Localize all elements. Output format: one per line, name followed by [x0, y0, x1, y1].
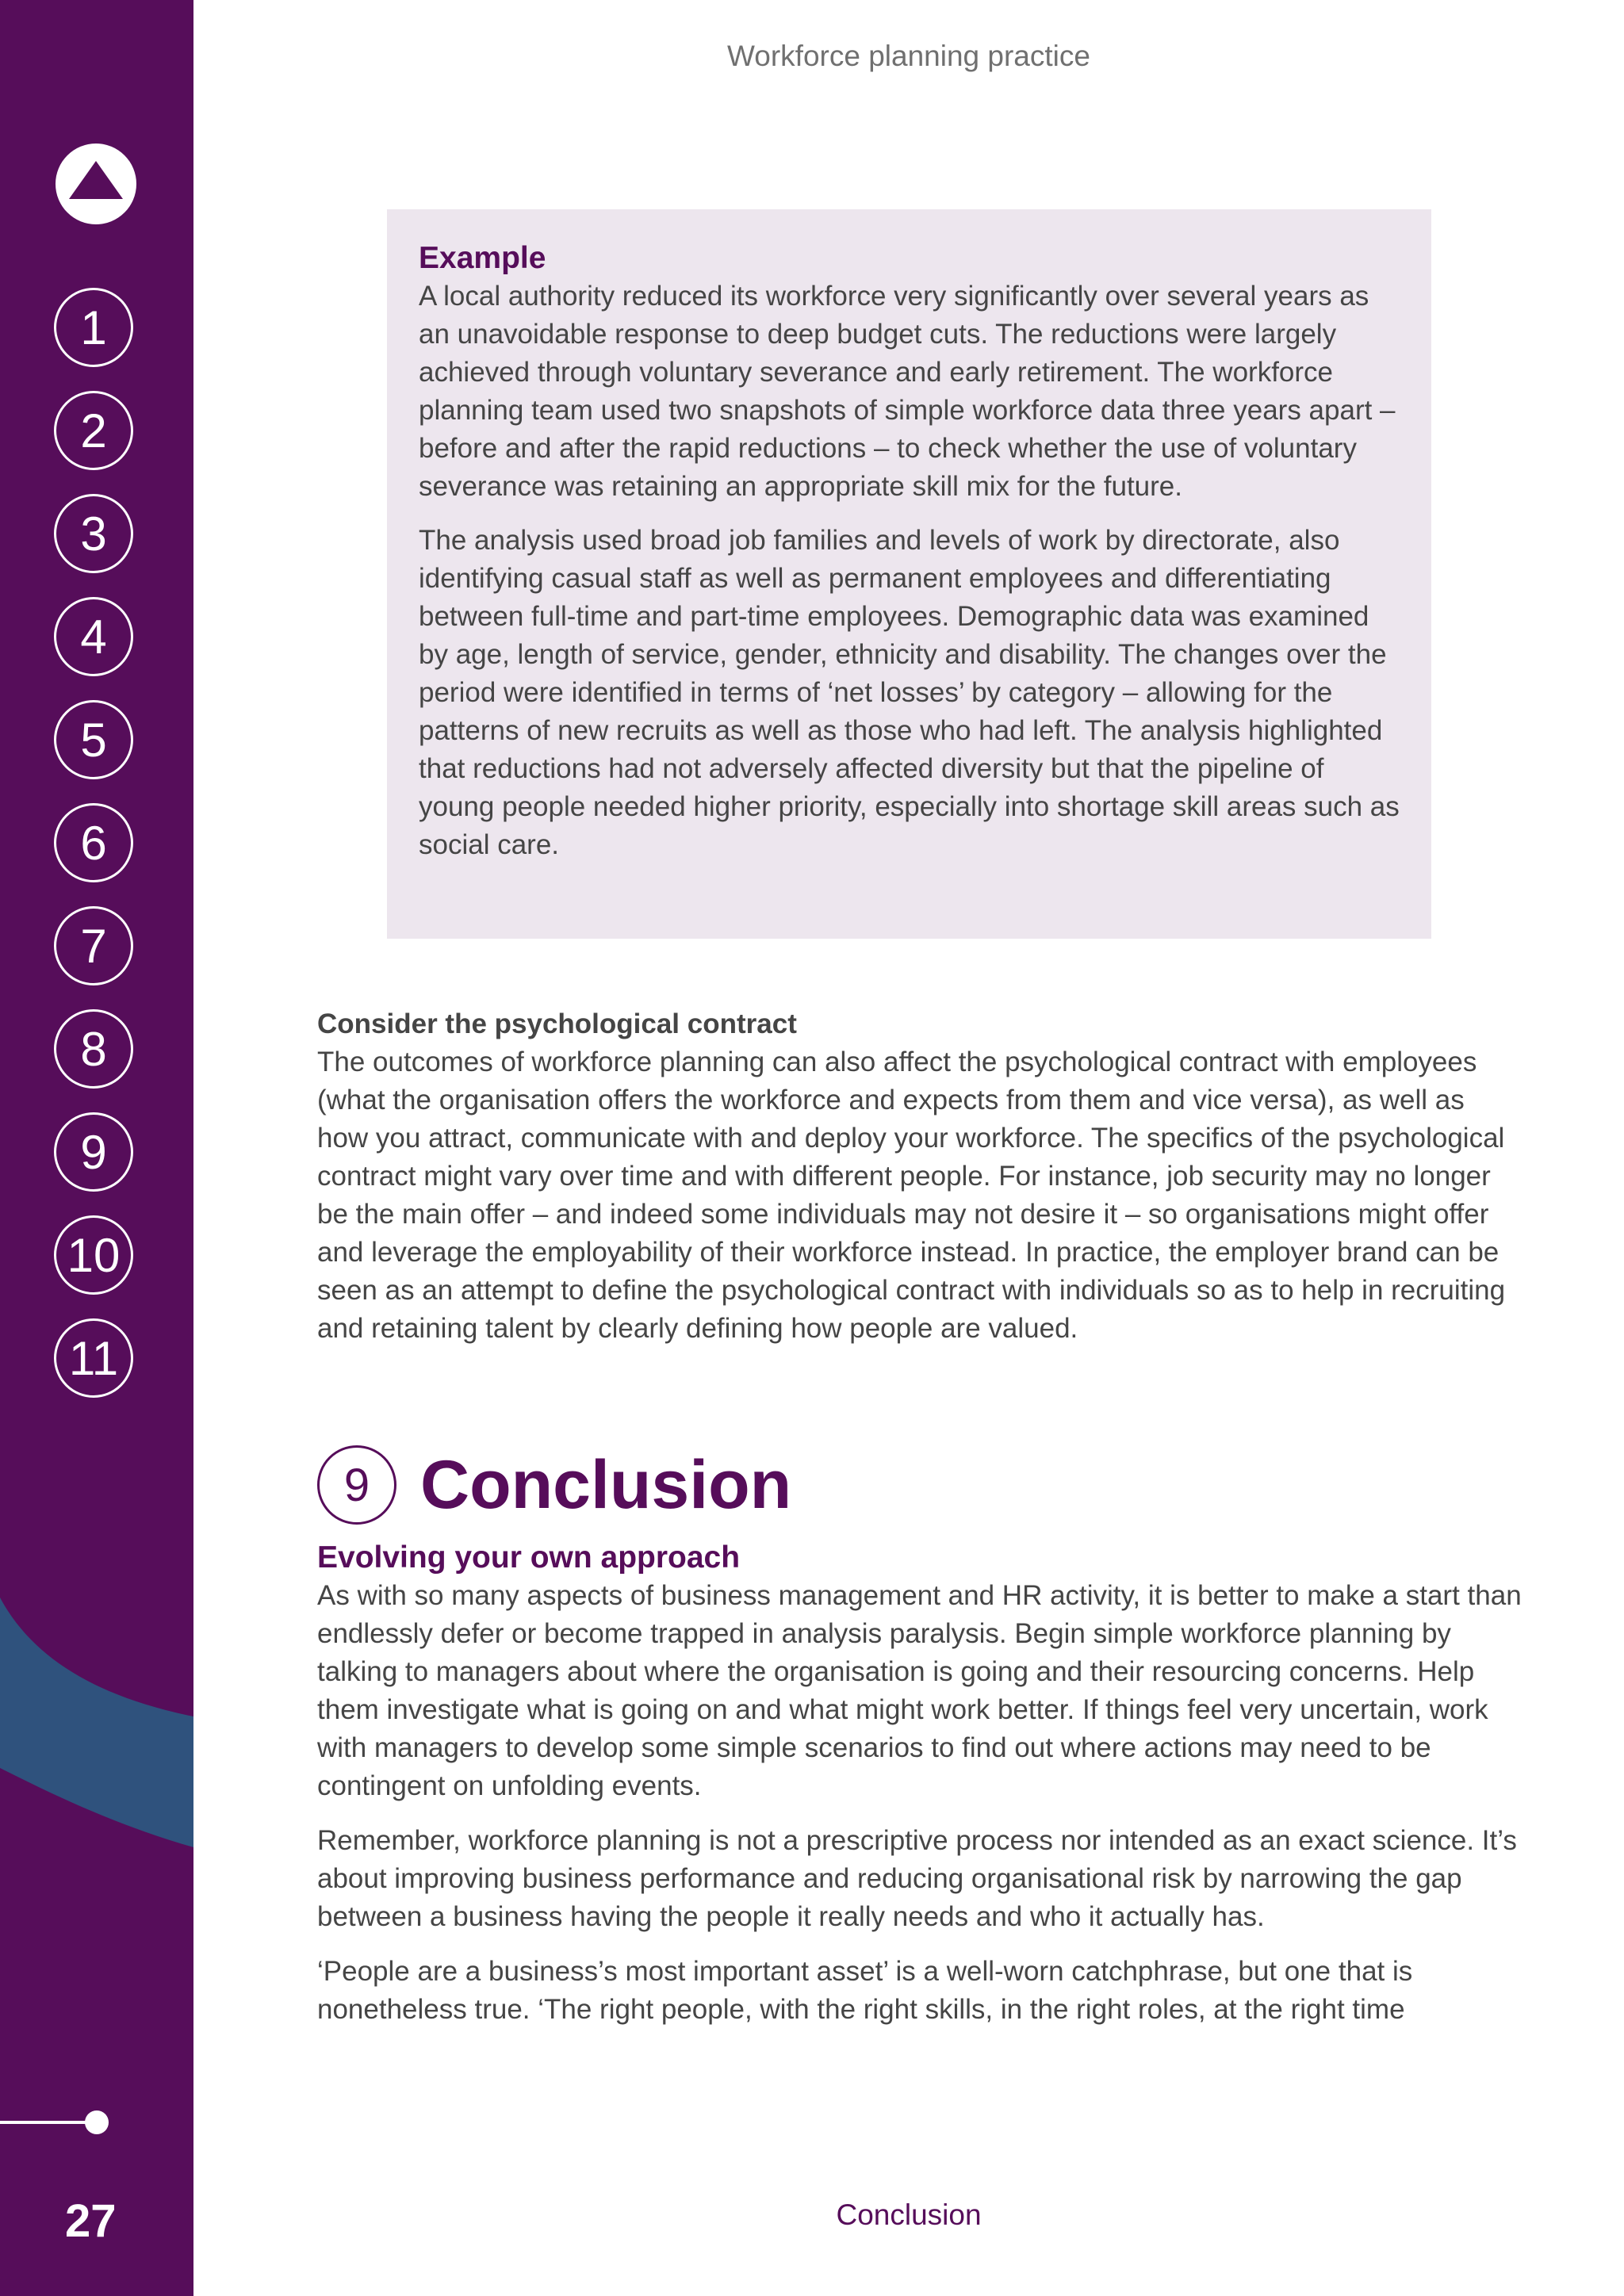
section-number-badge: 9 — [317, 1445, 396, 1525]
progress-track — [0, 2121, 97, 2124]
nav-section-3[interactable]: 3 — [54, 494, 133, 573]
nav-section-1[interactable]: 1 — [54, 288, 133, 367]
nav-section-4[interactable]: 4 — [54, 597, 133, 676]
sidebar — [0, 0, 193, 2296]
nav-section-2[interactable]: 2 — [54, 391, 133, 470]
nav-section-10[interactable]: 10 — [54, 1215, 133, 1295]
conclusion-section — [317, 1539, 1522, 2045]
nav-section-11[interactable]: 11 — [54, 1318, 133, 1398]
conclusion-paragraph-1: As with so many aspects of business management and HR activity, it is better to make a start than endlessly defer or become trapped in analysis paralysis. Begin simple workforce planning by talking to managers about where the organisation is going and their resourcing concerns. Help them investigate what is going on and what might work better. If things feel very uncertain, work with managers to develop some simple scenarios to find out where actions may need to be contingent on unfolding events. — [317, 1580, 1522, 1801]
example-title: Example — [419, 241, 546, 275]
progress-dot-icon — [85, 2110, 109, 2134]
conclusion-paragraph-2: Remember, workforce planning is not a prescriptive process nor intended as an exact science. It’s about improving business performance and reducing organisational risk by narrowing the gap between a business having the people it really needs and who it actually has. — [317, 1825, 1517, 1932]
conclusion-title: Conclusion — [420, 1446, 792, 1523]
psych-contract-heading: Consider the psychological contract — [317, 1008, 797, 1039]
nav-section-6[interactable]: 6 — [54, 803, 133, 882]
nav-section-5[interactable]: 5 — [54, 700, 133, 779]
back-to-top-button[interactable] — [56, 144, 136, 224]
nav-section-8[interactable]: 8 — [54, 1009, 133, 1089]
example-paragraph-2: The analysis used broad job families and levels of work by directorate, also identifying casual staff as well as permanent employees and differentiating between full-time and part-time employees. Demographic data was examined by age, length of service, gender, ethnicity and disability. The changes over the period were identified in terms of ‘net losses’ by category – allowing for the patterns of new recruits as well as those who had left. The analysis highlighted that reductions had not adversely affected diversity but that the pipeline of young people needed higher priority, especially into shortage skill areas such as social care. — [419, 525, 1400, 860]
page-number: 27 — [65, 2195, 117, 2247]
running-header: Workforce planning practice — [727, 40, 1090, 72]
psych-contract-section — [317, 1005, 1522, 1364]
footer-section-label[interactable]: Conclusion — [836, 2198, 982, 2231]
example-paragraph-1: A local authority reduced its workforce very significantly over several years as an unavoidable response to deep budget cuts. The reductions were largely achieved through voluntary severance and early retirement. The workforce planning team used two snapshots of simple workforce data three years apart – before and after the rapid reductions – to check whether the use of voluntary severance was retaining an appropriate skill mix for the future. — [419, 281, 1396, 502]
psych-contract-paragraph: The outcomes of workforce planning can also affect the psychological contract with employees (what the organisation offers the workforce and expects from them and vice versa), as well as how you attract, communicate with and deploy your workforce. The specifics of the psychological contract might vary over time and with different people. For instance, job security may no longer be the main offer – and indeed some individuals may not desire it – so organisations might offer and leverage the employability of their workforce instead. In practice, the employer brand can be seen as an attempt to define the psychological contract with individuals so as to help in recruiting and retaining talent by clearly defining how people are valued. — [317, 1047, 1506, 1344]
conclusion-subheading: Evolving your own approach — [317, 1540, 741, 1575]
nav-section-9[interactable]: 9 — [54, 1112, 133, 1192]
nav-section-7[interactable]: 7 — [54, 906, 133, 985]
conclusion-heading-row — [317, 1445, 791, 1525]
triangle-up-icon — [69, 161, 123, 199]
conclusion-paragraph-3: ‘People are a business’s most important asset’ is a well-worn catchphrase, but one that is nonetheless true. ‘The right people, with the right skills, in the right roles, at the right time — [317, 1956, 1413, 2025]
example-box — [387, 209, 1431, 939]
